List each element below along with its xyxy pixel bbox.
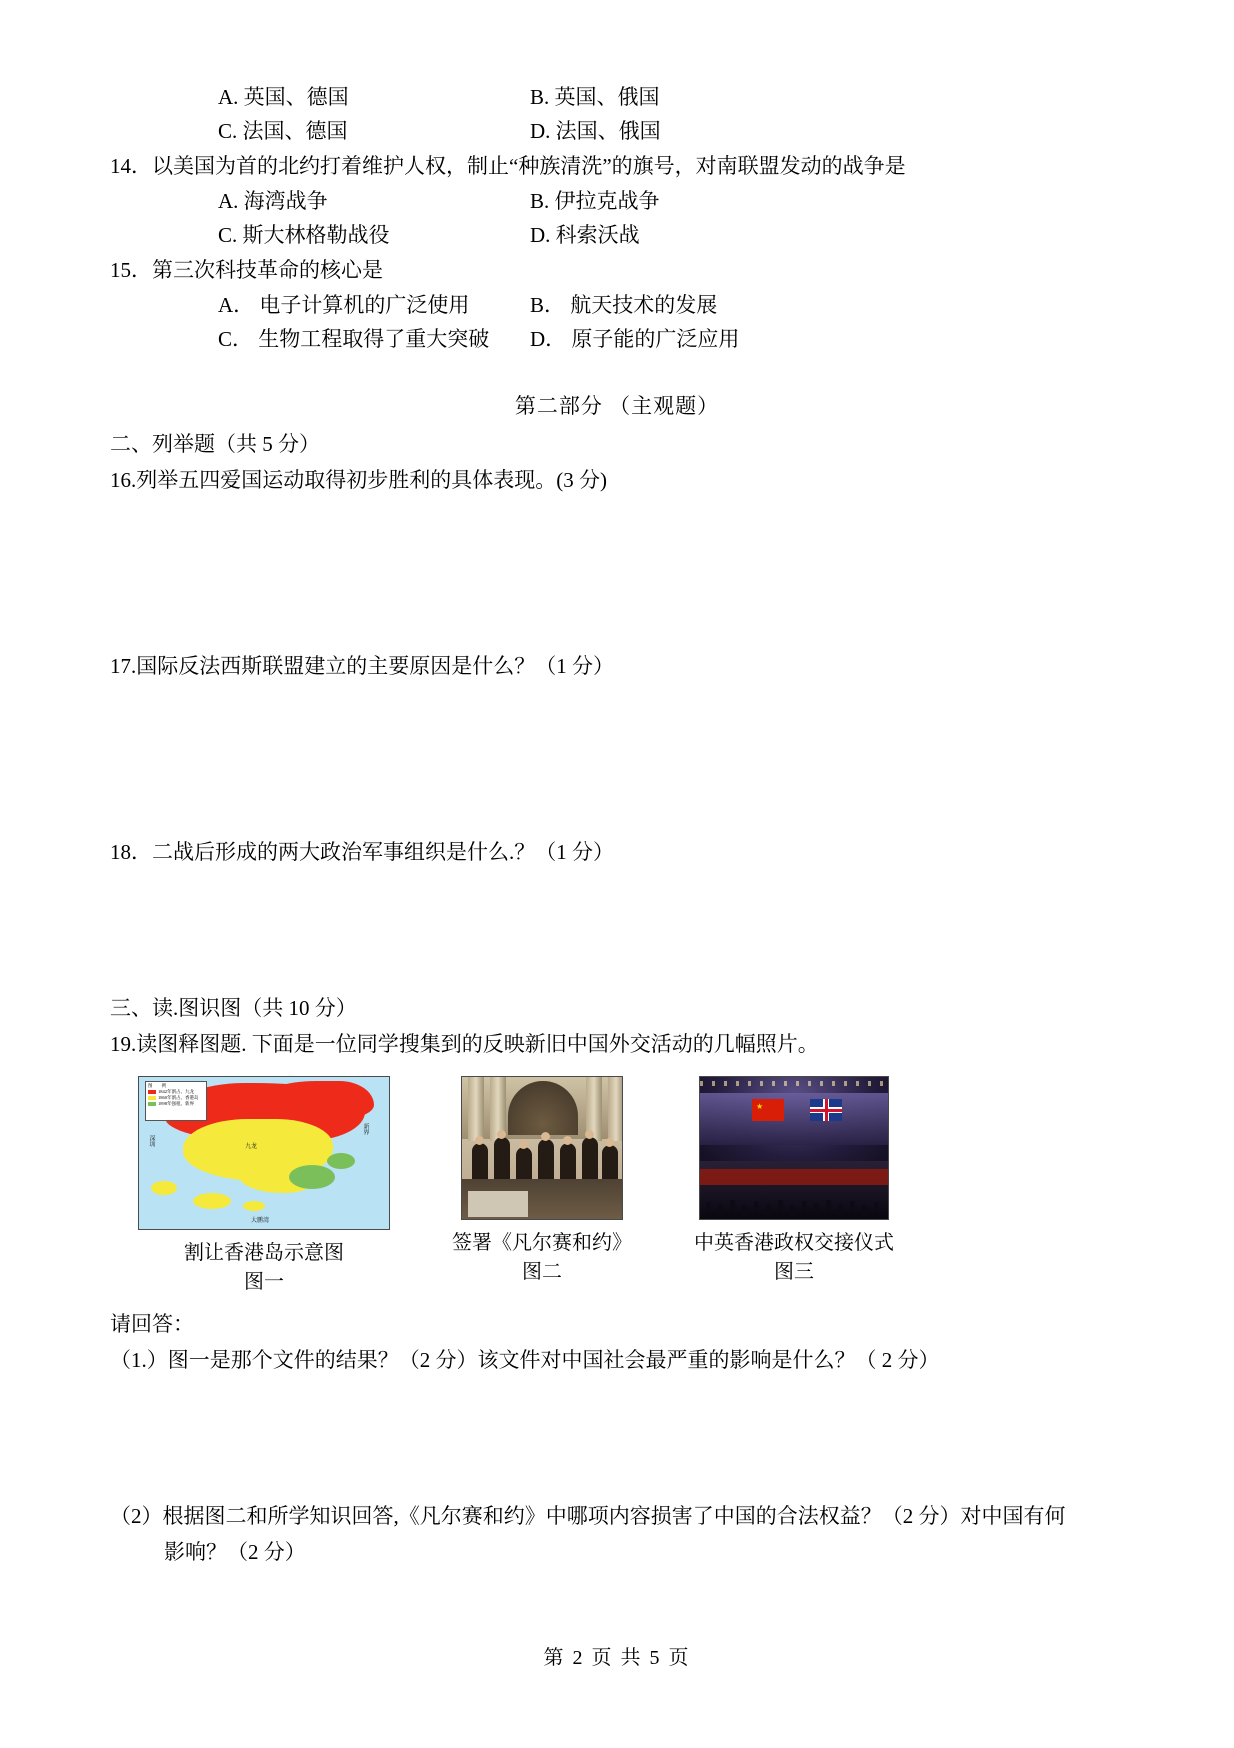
question-19-2-line2: 影响？（2 分） xyxy=(164,1540,306,1564)
question-18: 18．二战后形成的两大政治军事组织是什么.？（1 分） xyxy=(110,840,614,864)
option-d: D. 法国、俄国 xyxy=(530,119,661,143)
person xyxy=(538,1139,554,1183)
person-head xyxy=(563,1136,572,1145)
answer-space-16 xyxy=(110,498,1124,648)
option-c: C． 生物工程取得了重大突破 xyxy=(218,327,490,351)
option-a: A． 电子计算机的广泛使用 xyxy=(218,293,470,317)
option-b: B. 伊拉克战争 xyxy=(530,189,660,213)
person-head xyxy=(475,1136,484,1145)
option-b: B． 航天技术的发展 xyxy=(530,293,718,317)
audience-person xyxy=(850,1201,855,1212)
option-row xyxy=(110,114,1124,148)
figure-two-number: 图二 xyxy=(522,1261,562,1283)
audience-person xyxy=(802,1201,807,1212)
china-flag-icon xyxy=(752,1099,784,1121)
person-head xyxy=(585,1130,594,1139)
option-c: C. 斯大林格勒战役 xyxy=(218,223,390,247)
answer-space-17 xyxy=(110,684,1124,834)
map-label-3: 新界 xyxy=(362,1123,368,1135)
red-carpet xyxy=(700,1169,888,1185)
person xyxy=(516,1147,532,1183)
audience-person xyxy=(706,1202,711,1213)
person xyxy=(602,1145,618,1183)
audience-person xyxy=(742,1205,747,1216)
part-two-title: 第二部分 （主观题） xyxy=(514,394,720,418)
audience-person xyxy=(730,1200,735,1211)
question-19-stem: 19.读图释图题. 下面是一位同学搜集到的反映新旧中国外交活动的几幅照片。 xyxy=(110,1032,819,1056)
figure-one-number: 图一 xyxy=(244,1271,284,1293)
figure-two-caption: 签署《凡尔赛和约》 xyxy=(452,1232,632,1254)
map-region-green xyxy=(289,1165,335,1189)
section-three-heading: 三、读.图识图（共 10 分） xyxy=(110,996,357,1020)
option-b: B. 英国、俄国 xyxy=(530,85,660,109)
option-row xyxy=(110,288,1124,322)
map-legend xyxy=(145,1081,207,1121)
question-16: 16.列举五四爱国运动取得初步胜利的具体表现。(3 分) xyxy=(110,468,607,492)
map-hong-kong-cession-image xyxy=(138,1076,390,1230)
flag-cross-red xyxy=(825,1099,828,1121)
legend-swatch-yellow xyxy=(148,1096,156,1100)
figure-one xyxy=(138,1076,390,1296)
question-17: 17.国际反法西斯联盟建立的主要原因是什么？（1 分） xyxy=(110,654,614,678)
audience-person xyxy=(790,1205,795,1216)
uk-flag-icon xyxy=(810,1099,842,1121)
legend-swatch-green xyxy=(148,1102,156,1106)
option-c: C. 法国、德国 xyxy=(218,119,348,143)
person xyxy=(472,1143,488,1183)
audience-person xyxy=(862,1205,867,1216)
figure-one-caption: 割让香港岛示意图 xyxy=(184,1242,344,1264)
photo-graphic xyxy=(462,1077,622,1219)
answer-space-19-1 xyxy=(110,1378,1124,1498)
audience-person xyxy=(778,1200,783,1211)
question-15-stem: 15．第三次科技革命的核心是 xyxy=(110,258,383,282)
answer-space-18 xyxy=(110,870,1124,990)
audience-person xyxy=(754,1201,759,1212)
photo-graphic xyxy=(700,1077,888,1219)
audience-person xyxy=(826,1200,831,1211)
audience-person xyxy=(718,1204,723,1215)
option-row xyxy=(110,80,1124,114)
question-19-1: （1.）图一是那个文件的结果？（2 分）该文件对中国社会最严重的影响是什么？（ 2 分） xyxy=(110,1348,940,1372)
answer-prompt: 请回答： xyxy=(110,1312,194,1336)
question-14-stem: 14．以美国为首的北约打着维护人权，制止“种族清洗”的旗号，对南联盟发动的战争是 xyxy=(110,154,906,178)
person xyxy=(494,1137,510,1183)
figure-three-number: 图三 xyxy=(774,1261,814,1283)
question-19-2-line1: （2）根据图二和所学知识回答,《凡尔赛和约》中哪项内容损害了中国的合法权益？（2 分）对中国有何 xyxy=(110,1504,1066,1528)
flag-star: ★ xyxy=(756,1102,764,1111)
map-legend-title: 图 例 xyxy=(148,1083,166,1088)
option-a: A. 英国、德国 xyxy=(218,85,349,109)
question-13-options xyxy=(110,80,1124,148)
map-label-1: 九龙 xyxy=(245,1144,258,1150)
ceiling-lights xyxy=(700,1081,888,1086)
photo-people xyxy=(462,1131,622,1183)
audience-person xyxy=(838,1204,843,1215)
photo-versailles-signing-image xyxy=(461,1076,623,1220)
figure-group xyxy=(110,1076,1124,1296)
photo-handover-ceremony-image xyxy=(699,1076,889,1220)
map-island xyxy=(243,1201,265,1211)
legend-label: 1842年割占、九龙 xyxy=(158,1089,194,1094)
map-legend-item xyxy=(148,1101,204,1107)
legend-swatch-red xyxy=(148,1090,156,1094)
person-head xyxy=(519,1140,528,1149)
page-footer: 第 2 页 共 5 页 xyxy=(543,1647,691,1669)
audience-person xyxy=(874,1202,879,1213)
person-head xyxy=(605,1138,614,1147)
person-head xyxy=(497,1130,506,1139)
figure-three xyxy=(694,1076,894,1296)
map-label-4: 大鹏湾 xyxy=(251,1218,270,1224)
option-d: D. 科索沃战 xyxy=(530,223,640,247)
map-label-0: 深圳 xyxy=(148,1135,154,1147)
audience-person xyxy=(766,1204,771,1215)
map-graphic xyxy=(139,1077,389,1229)
question-15 xyxy=(110,252,1124,356)
legend-label: 1860年割占、香港岛 xyxy=(158,1095,199,1100)
photo-table-cloth xyxy=(468,1191,528,1217)
section-two-heading: 二、列举题（共 5 分） xyxy=(110,432,320,456)
option-row xyxy=(110,184,1124,218)
figure-three-caption: 中英香港政权交接仪式 xyxy=(694,1232,894,1254)
option-row xyxy=(110,218,1124,252)
legend-label: 1898年强租、新界 xyxy=(158,1101,194,1106)
option-row xyxy=(110,322,1124,356)
map-island xyxy=(193,1193,231,1209)
map-region-green-2 xyxy=(327,1153,355,1169)
option-d: D． 原子能的广泛应用 xyxy=(530,327,740,351)
stage-backdrop xyxy=(700,1093,888,1145)
map-island xyxy=(151,1181,177,1195)
person xyxy=(582,1137,598,1183)
spacer xyxy=(110,356,1124,386)
person xyxy=(560,1143,576,1183)
figure-two xyxy=(452,1076,632,1296)
person-head xyxy=(541,1132,550,1141)
audience-person xyxy=(814,1203,819,1214)
option-a: A. 海湾战争 xyxy=(218,189,328,213)
question-14 xyxy=(110,148,1124,252)
